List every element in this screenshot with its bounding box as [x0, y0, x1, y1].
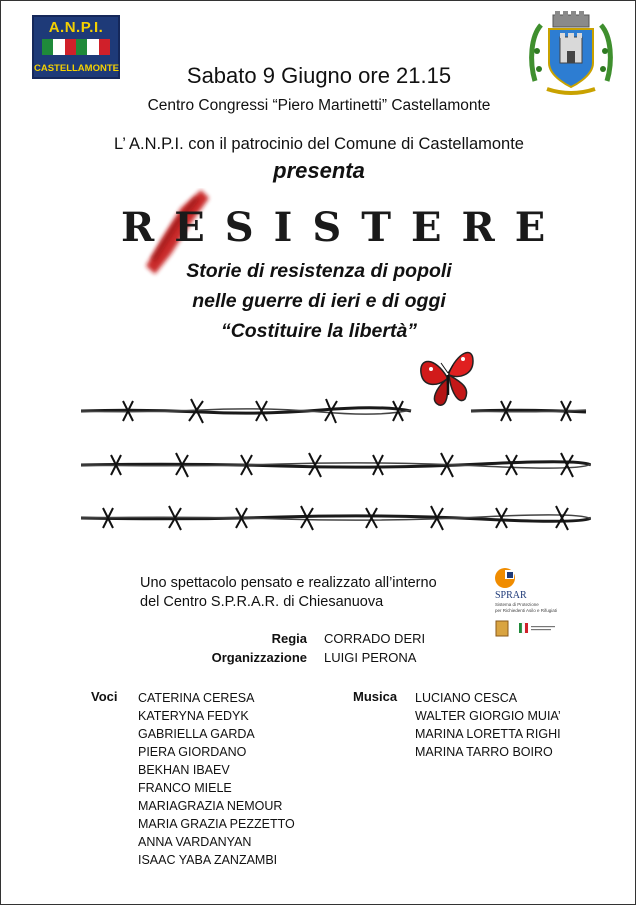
- subtitle-line-1: Storie di resistenza di popoli: [186, 260, 452, 282]
- list-item: WALTER GIORGIO MUIA’: [415, 709, 561, 723]
- event-date-time: Sabato 9 Giugno ore 21.15: [186, 63, 452, 88]
- list-item: ISAAC YABA ZANZAMBI: [138, 853, 278, 867]
- list-item: MARINA TARRO BOIRO: [415, 745, 553, 759]
- ministry-logos-icon: [495, 619, 575, 641]
- musica-label: Musica: [353, 689, 398, 704]
- sprar-logo-caption-2: per Richiedenti Asilo e Rifugiati: [495, 608, 558, 613]
- list-item: MARIAGRAZIA NEMOUR: [138, 799, 283, 813]
- list-item: MARIA GRAZIA PEZZETTO: [138, 817, 295, 831]
- list-item: LUCIANO CESCA: [415, 691, 518, 705]
- voci-list: [138, 689, 295, 869]
- list-item: ANNA VARDANYAN: [138, 835, 252, 849]
- sprar-mark-icon: [493, 566, 517, 590]
- italian-flag-icon: [42, 39, 110, 55]
- list-item: GABRIELLA GARDA: [138, 727, 255, 741]
- presenta-label: presenta: [273, 158, 365, 183]
- voci-label: Voci: [91, 689, 118, 704]
- organizer-line: L’ A.N.P.I. con il patrocinio del Comune di Castellamonte: [114, 135, 524, 153]
- event-venue: Centro Congressi “Piero Martinetti” Castellamonte: [147, 97, 491, 114]
- sprar-logo-caption-1: Sistema di Protezione: [495, 602, 539, 607]
- list-item: BEKHAN IBAEV: [138, 763, 230, 777]
- barbed-wire-3-icon: [81, 498, 591, 538]
- subtitle-line-3: “Costituire la libertà”: [220, 320, 418, 342]
- sprar-logo: [495, 566, 575, 646]
- event-title: RESISTERE: [121, 204, 566, 251]
- sprar-text-line-2: del Centro S.P.R.A.R. di Chiesanuova: [140, 594, 384, 610]
- list-item: FRANCO MIELE: [138, 781, 232, 795]
- anpi-logo-title: A.N.P.I.: [48, 19, 104, 36]
- list-item: MARINA LORETTA RIGHI: [415, 727, 561, 741]
- sprar-text-line-1: Uno spettacolo pensato e realizzato all’interno: [140, 575, 437, 591]
- musica-list: [415, 689, 561, 761]
- regia-label: Regia: [271, 631, 307, 646]
- anpi-logo-subtitle: CASTELLAMONTE: [34, 63, 119, 74]
- barbed-wire-1-icon: [81, 393, 591, 429]
- organizzazione-value: LUIGI PERONA: [324, 650, 417, 665]
- organizzazione-label: Organizzazione: [211, 650, 307, 665]
- list-item: CATERINA CERESA: [138, 691, 255, 705]
- regia-value: CORRADO DERI: [324, 631, 426, 646]
- barbed-wire-2-icon: [81, 445, 591, 485]
- sprar-logo-name: SPRAR: [495, 590, 527, 601]
- list-item: KATERYNA FEDYK: [138, 709, 249, 723]
- subtitle-line-2: nelle guerre di ieri e di oggi: [192, 290, 446, 312]
- list-item: PIERA GIORDANO: [138, 745, 247, 759]
